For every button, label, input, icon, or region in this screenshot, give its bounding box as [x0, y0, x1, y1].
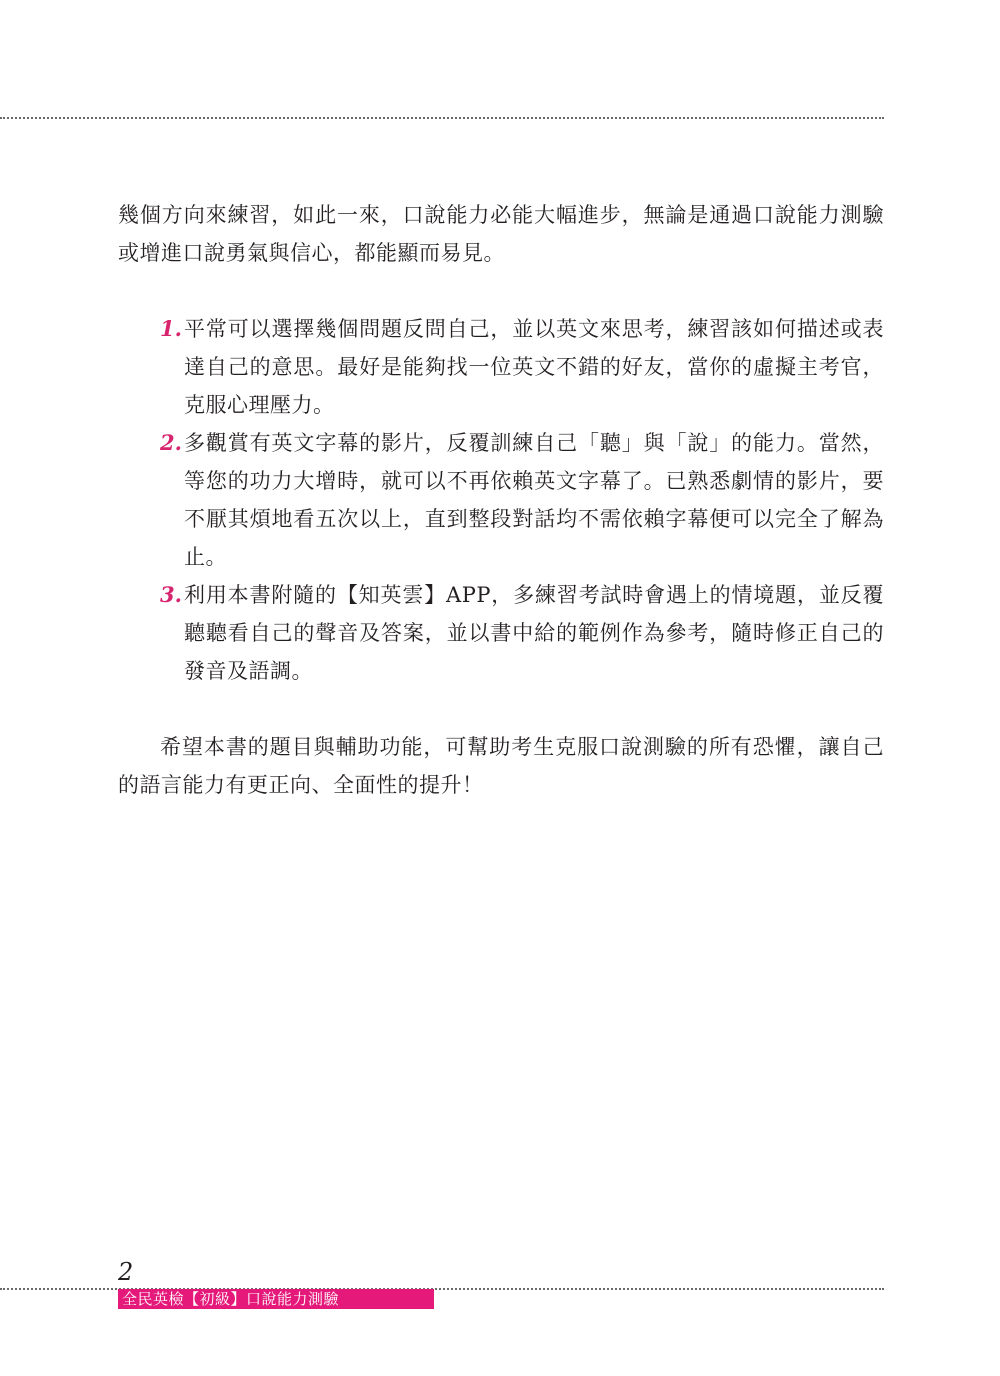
list-item-number: 2.	[160, 430, 182, 455]
page-content	[118, 196, 884, 804]
list-item	[118, 576, 884, 690]
list-item-number: 3.	[160, 582, 182, 607]
intro-paragraph: 幾個方向來練習，如此一來，口說能力必能大幅進步，無論是通過口說能力測驗或增進口說勇氣與信心，都能顯而易見。	[118, 203, 884, 265]
tips-list	[118, 310, 884, 690]
top-dotted-rule	[0, 117, 884, 119]
list-item	[118, 310, 884, 424]
book-title: 全民英檢【初級】口說能力測驗	[122, 1290, 340, 1308]
list-item-text: 平常可以選擇幾個問題反問自己，並以英文來思考，練習該如何描述或表達自己的意思。最好是能夠找一位英文不錯的好友，當你的虛擬主考官，克服心理壓力。	[184, 317, 884, 417]
list-item-text: 多觀賞有英文字幕的影片，反覆訓練自己「聽」與「說」的能力。當然，等您的功力大增時，就可以不再依賴英文字幕了。已熟悉劇情的影片，要不厭其煩地看五次以上，直到整段對話均不需依賴字幕便可以完全了解為止。	[184, 431, 884, 569]
list-item	[118, 424, 884, 576]
book-title-banner	[118, 1289, 434, 1309]
page-number: 2	[118, 1258, 134, 1286]
closing-paragraph: 希望本書的題目與輔助功能，可幫助考生克服口說測驗的所有恐懼，讓自己的語言能力有更正向、全面性的提升！	[118, 735, 884, 797]
list-item-number: 1.	[160, 316, 182, 341]
list-item-text: 利用本書附隨的【知英雲】APP，多練習考試時會遇上的情境題，並反覆聽聽看自己的聲音及答案，並以書中給的範例作為參考，隨時修正自己的發音及語調。	[184, 583, 884, 683]
